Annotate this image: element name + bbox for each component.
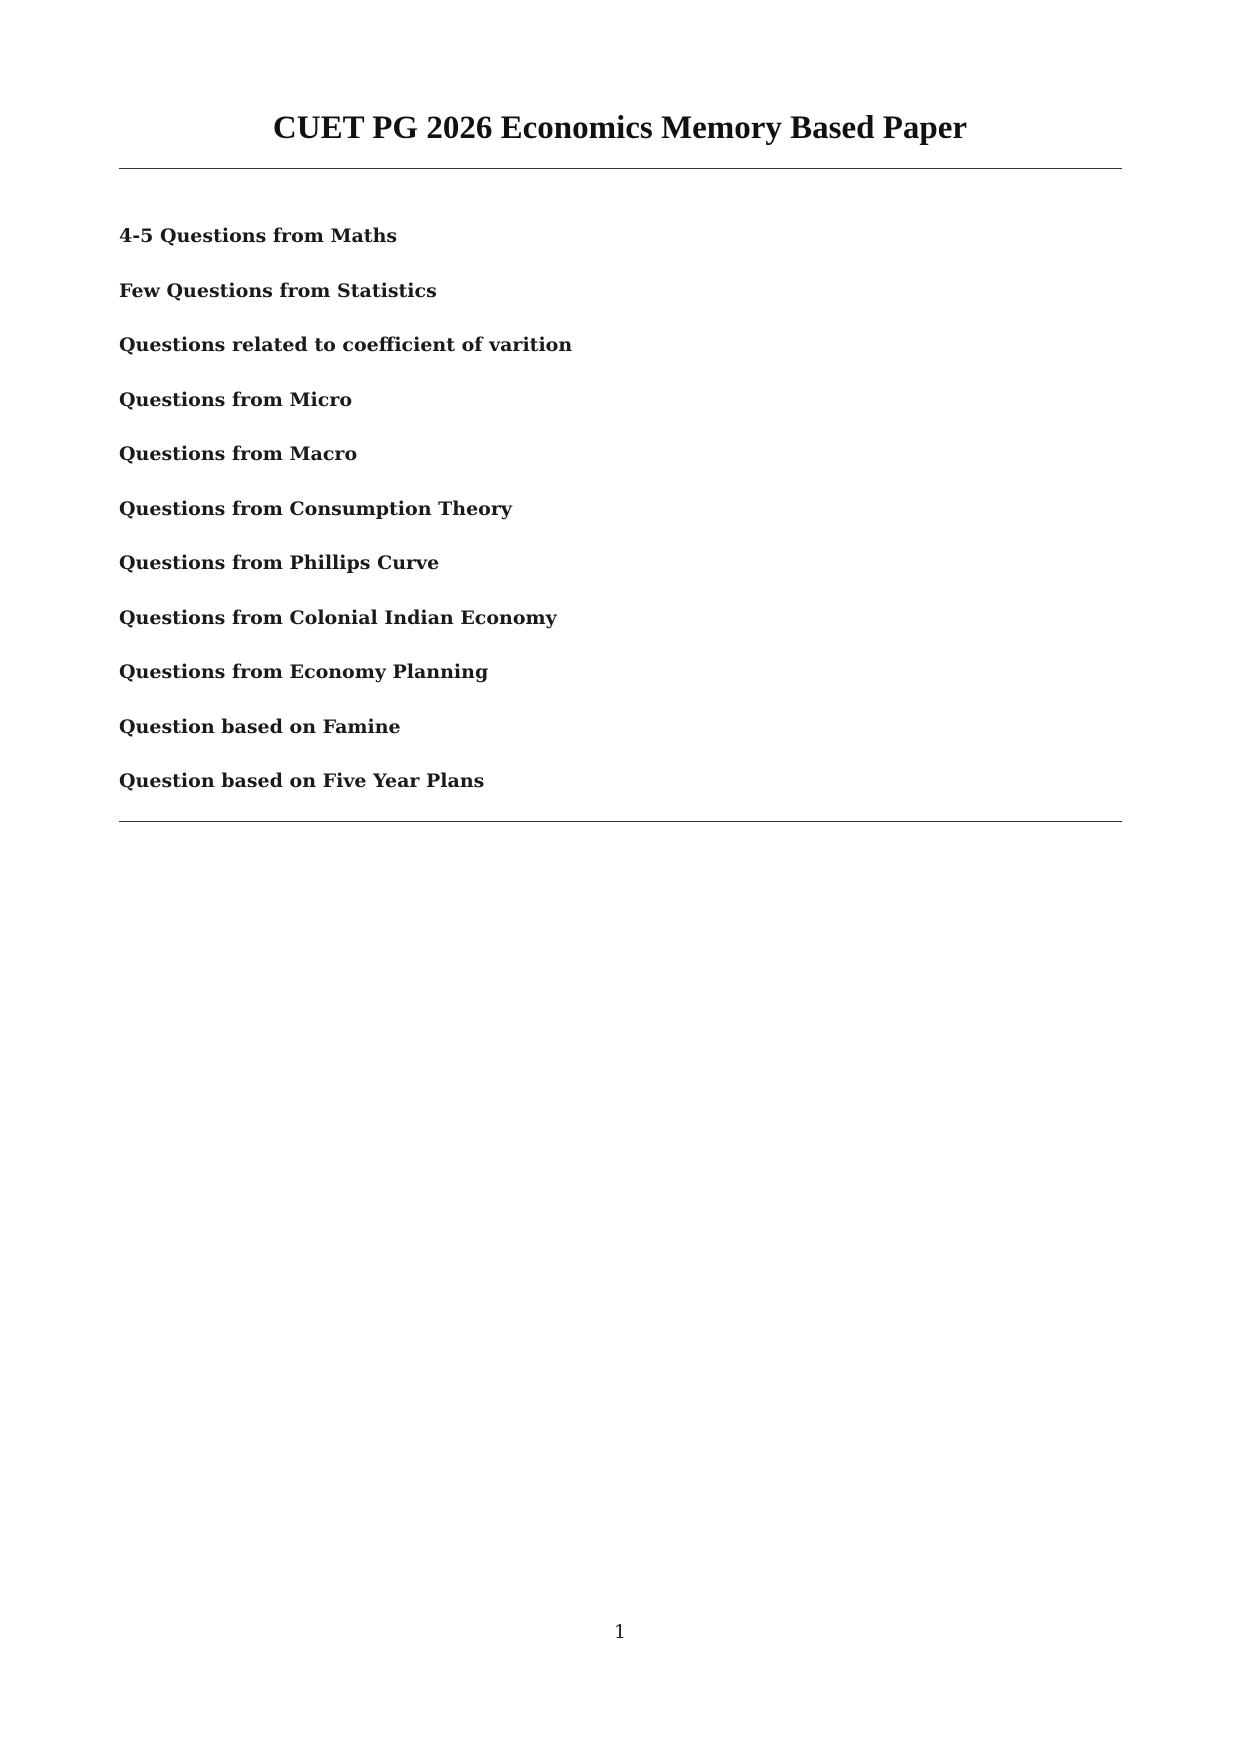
list-item: Questions from Consumption Theory [119, 497, 512, 520]
list-item: Questions from Macro [119, 443, 358, 465]
list-item: 4-5 Questions from Maths [119, 225, 398, 247]
page-number: 1 [613, 1621, 627, 1643]
list-item: Questions related to coefficient of varition [119, 334, 573, 356]
list-item: Questions from Colonial Indian Economy [119, 606, 557, 629]
page-title: CUET PG 2026 Economics Memory Based Paper [272, 110, 968, 146]
list-item: Questions from Phillips Curve [119, 552, 440, 574]
list-end-divider [119, 821, 1122, 822]
list-item: Question based on Famine [119, 715, 401, 738]
list-item: Questions from Micro [119, 388, 353, 411]
list-item: Question based on Five Year Plans [119, 770, 485, 792]
list-item: Questions from Economy Planning [119, 661, 489, 683]
title-divider [119, 168, 1122, 169]
list-item: Few Questions from Statistics [119, 279, 437, 302]
topic-list [119, 220, 572, 820]
